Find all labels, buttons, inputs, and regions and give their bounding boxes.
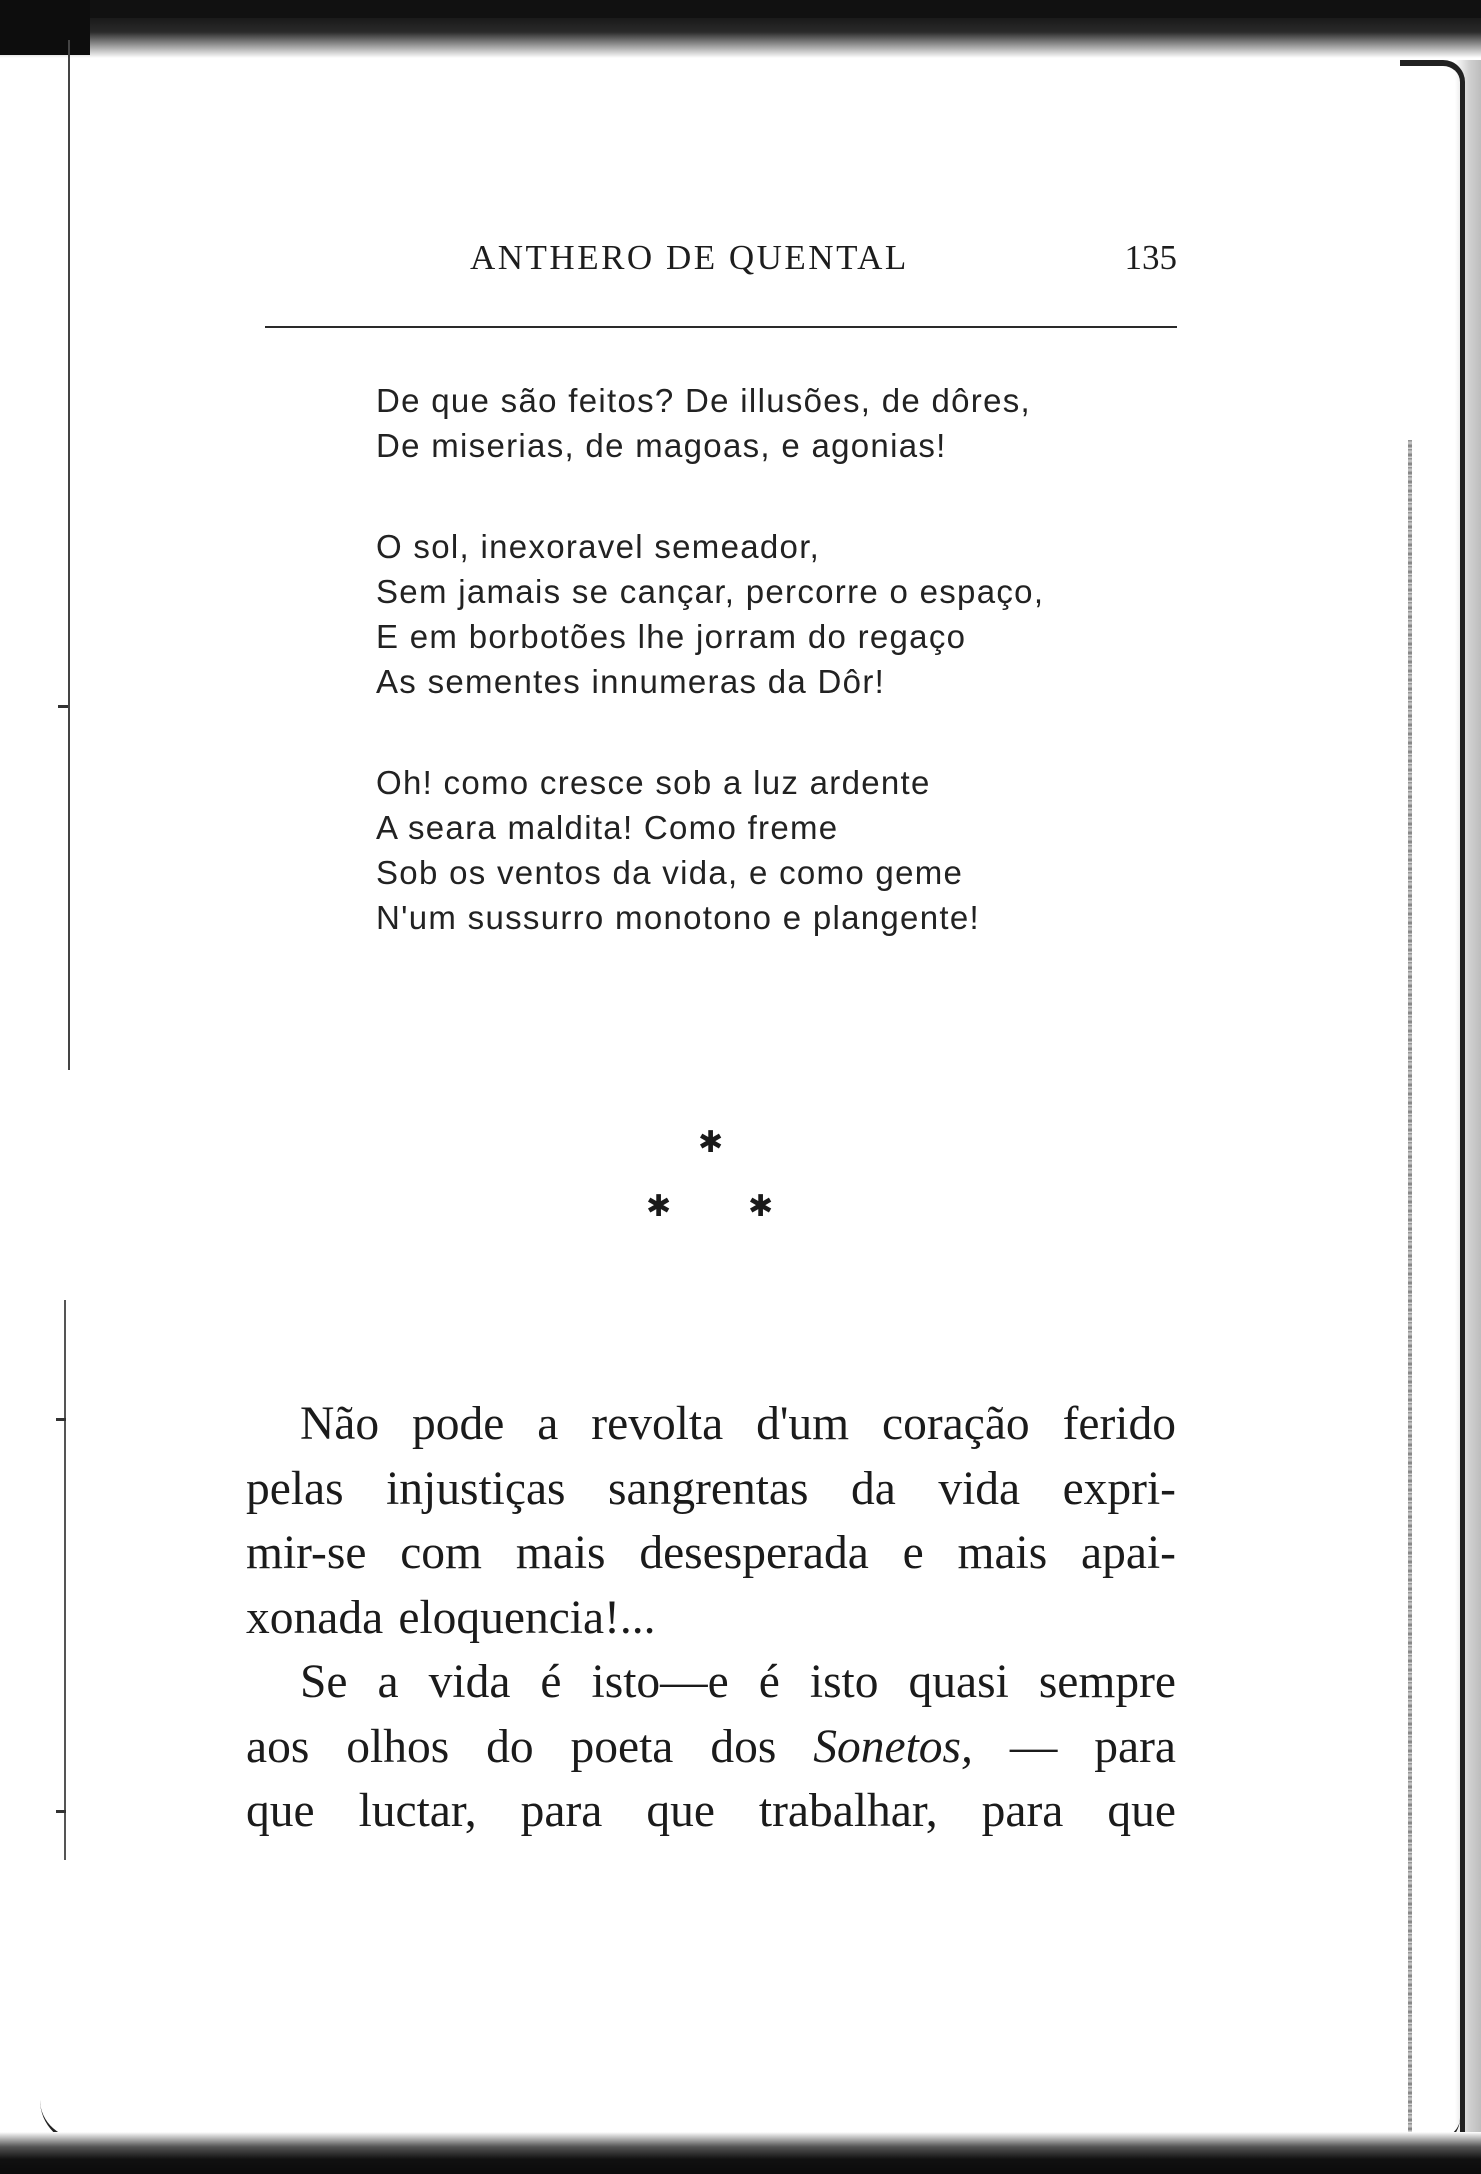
verse-line: Sem jamais se cançar, percorre o espaço, (376, 573, 1045, 610)
running-title: ANTHERO DE QUENTAL (470, 238, 909, 277)
prose-word: Sonetos, (813, 1720, 973, 1773)
scan-speck (56, 1418, 66, 1421)
prose-word: vida (938, 1462, 1021, 1515)
prose-word: vida (428, 1656, 511, 1708)
prose-word: com (400, 1527, 482, 1579)
prose-word: mir-se (246, 1527, 367, 1579)
verse-line: De miserias, de magoas, e agonias! (376, 427, 947, 464)
stanza (376, 378, 1156, 468)
prose-word: sangrentas (608, 1462, 809, 1515)
prose-word: revolta (591, 1398, 724, 1450)
prose-word: — (1009, 1720, 1058, 1773)
verse-line: Sob os ventos da vida, e como geme (376, 854, 964, 891)
page-number: 135 (1124, 238, 1177, 277)
prose-word: Se (300, 1656, 348, 1708)
poem (376, 378, 1156, 996)
prose-word: xonada (246, 1591, 384, 1644)
prose-line (246, 1779, 1176, 1844)
verse-line: As sementes innumeras da Dôr! (376, 663, 886, 700)
prose-word: isto—e (591, 1656, 729, 1708)
prose-word: mais (515, 1527, 606, 1579)
verse-line: De que são feitos? De illusões, de dôres, (376, 382, 1031, 419)
scan-edge-left-lower (64, 1300, 66, 1860)
prose-line (246, 1650, 1176, 1715)
prose-word: que (646, 1785, 715, 1837)
asterism-star-left: ✱ (646, 1189, 672, 1224)
stanza (376, 524, 1156, 704)
prose-word: da (850, 1462, 896, 1515)
prose-word: injustiças (386, 1462, 566, 1515)
stanza (376, 760, 1156, 940)
prose-word: quasi (908, 1656, 1009, 1708)
prose-word: é (540, 1656, 562, 1708)
prose-word: apai- (1081, 1527, 1176, 1579)
prose-word: expri- (1062, 1462, 1176, 1515)
prose-word: que (246, 1785, 315, 1837)
verse-line: O sol, inexoravel semeador, (376, 528, 821, 565)
prose-word: poeta (570, 1720, 674, 1773)
prose-word: sempre (1038, 1656, 1176, 1708)
scan-edge-left (68, 40, 70, 1070)
prose-line (246, 1715, 1176, 1780)
asterism-star-top: ✱ (698, 1125, 724, 1160)
prose-word: luctar, (358, 1785, 477, 1837)
prose-word: para (1094, 1720, 1176, 1773)
scan-edge-top (0, 0, 1481, 18)
prose-word: aos (246, 1720, 310, 1773)
verse-line: Oh! como cresce sob a luz ardente (376, 764, 931, 801)
prose-word: trabalhar, (758, 1785, 938, 1837)
prose-word: para (981, 1785, 1064, 1837)
prose-word: para (520, 1785, 603, 1837)
prose-word: que (1107, 1785, 1176, 1837)
verse-line: A seara maldita! Como freme (376, 809, 839, 846)
scan-speck (58, 705, 68, 708)
prose-word: desesperada (639, 1527, 869, 1579)
prose-word: a (377, 1656, 399, 1708)
header-rule (265, 326, 1177, 328)
prose-word: eloquencia!... (398, 1591, 656, 1644)
prose-word: d'um (756, 1398, 850, 1450)
prose-word: dos (710, 1720, 777, 1773)
prose-word: pelas (246, 1462, 344, 1515)
prose-word: a (537, 1398, 559, 1450)
prose-word: e (902, 1527, 924, 1579)
prose-word: do (486, 1720, 534, 1773)
scan-speck (56, 1810, 66, 1813)
prose-word: olhos (346, 1720, 450, 1773)
prose-word: coração (882, 1398, 1030, 1450)
prose-line (246, 1521, 1176, 1586)
prose-line (246, 1392, 1176, 1457)
prose-word: mais (957, 1527, 1048, 1579)
scan-edge-bottom (0, 2132, 1481, 2174)
prose-line (246, 1457, 1176, 1522)
scan-corner-top-left (0, 0, 90, 55)
running-head (265, 238, 1177, 278)
prose-word: ferido (1062, 1398, 1176, 1450)
prose-line (246, 1586, 1176, 1651)
verse-line: E em borbotões lhe jorram do regaço (376, 618, 967, 655)
prose-word: é (758, 1656, 780, 1708)
prose-word: Não (300, 1398, 380, 1450)
scan-page-stack (1408, 440, 1412, 2140)
asterism-star-right: ✱ (748, 1189, 774, 1224)
prose-word: pode (412, 1398, 505, 1450)
prose-word: isto (809, 1656, 879, 1708)
verse-line: N'um sussurro monotono e plangente! (376, 899, 980, 936)
prose-paragraphs (246, 1392, 1176, 1844)
scan-shadow-top (0, 18, 1481, 58)
